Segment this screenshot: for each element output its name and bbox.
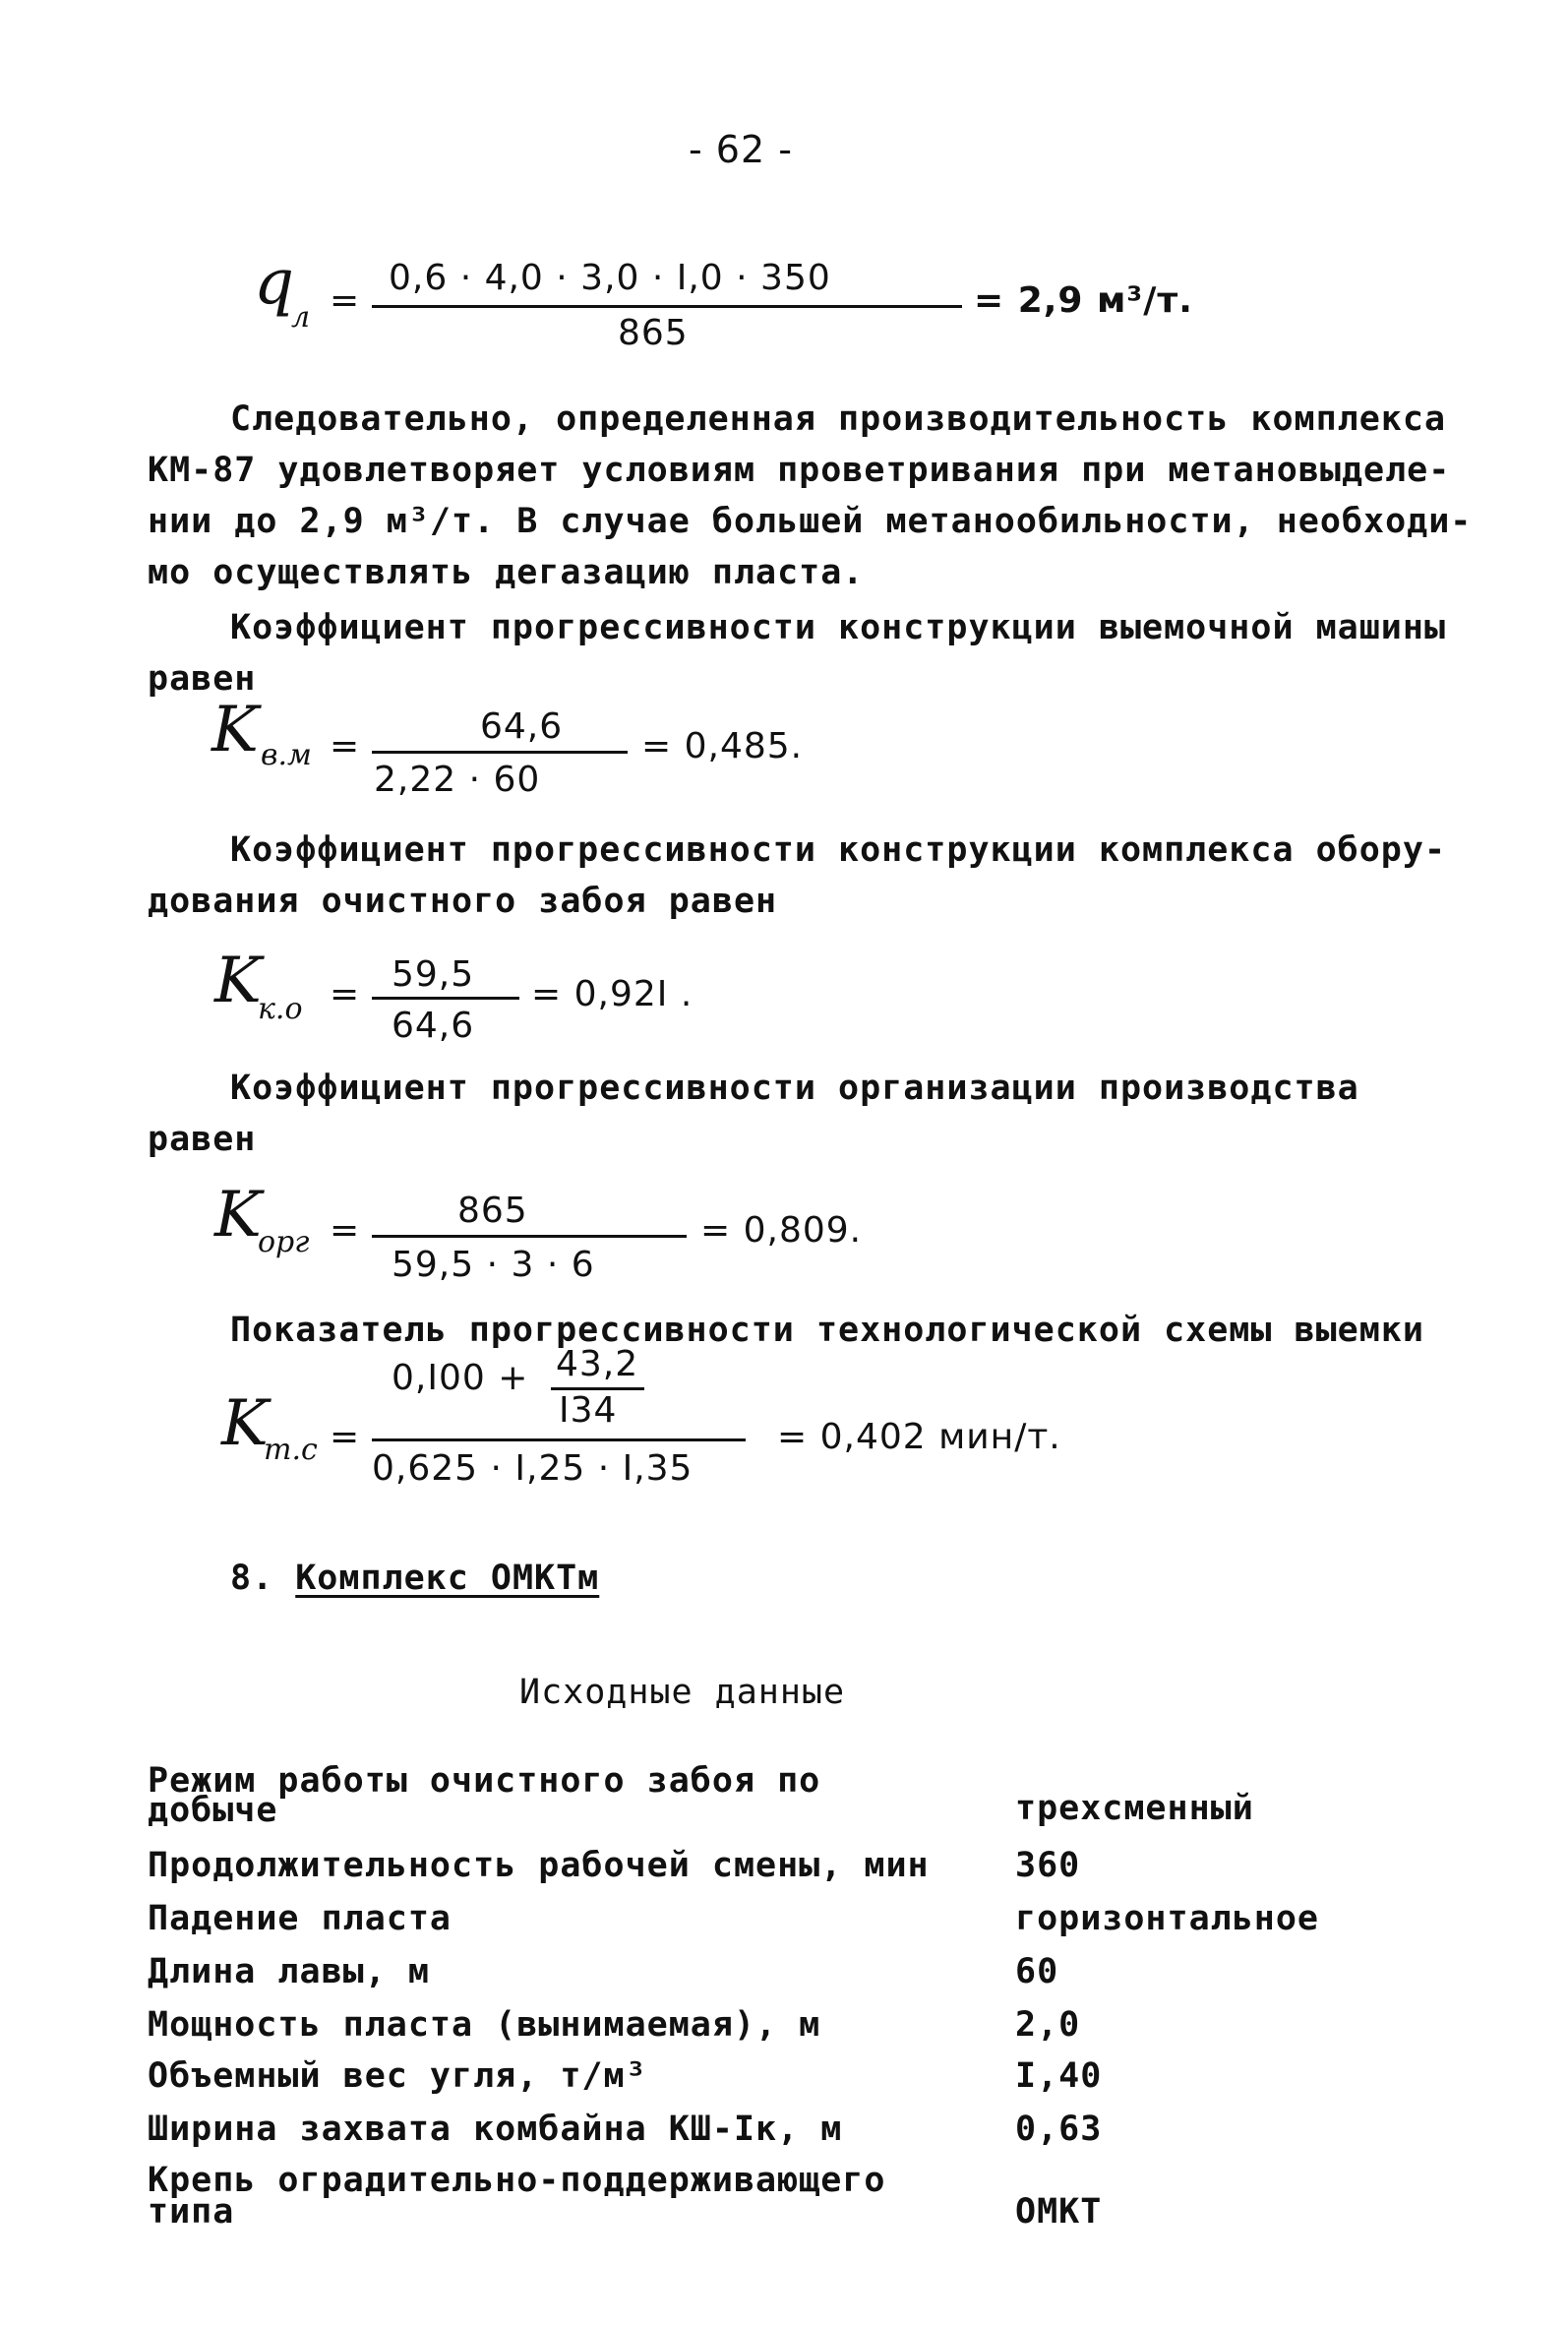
table-row-value: 2,0 (1015, 2005, 1081, 2045)
formula-equals: = (330, 1417, 361, 1457)
section-heading (230, 1559, 599, 1598)
text-line: равен (148, 659, 257, 699)
subheading: Исходные данные (519, 1673, 846, 1712)
paragraph-organization-coefficient (148, 1063, 1359, 1165)
text-line: дования очистного забоя равен (148, 882, 778, 921)
formula-symbol: K (214, 1179, 262, 1252)
paragraph-scheme-indicator (148, 1305, 1424, 1356)
fraction-bar (372, 1438, 746, 1441)
table-row-label: добыче (148, 1791, 278, 1830)
text-line: равен (148, 1120, 257, 1159)
formula-denominator: 64,6 (392, 1006, 475, 1046)
section-title: Комплекс ОМКТм (295, 1559, 600, 1598)
formula-numerator: 64,6 (480, 706, 564, 747)
formula-symbol: K (211, 694, 259, 766)
table-row-value: 0,63 (1015, 2110, 1103, 2149)
formula-equals: = (330, 1210, 361, 1251)
text-line: Следовательно, определенная производительность комплекса (230, 399, 1447, 439)
formula-result: = 0,485. (641, 726, 804, 766)
formula-denominator: 0,625 · I,25 · I,35 (372, 1448, 694, 1489)
text-line: Коэффициент прогрессивности конструкции комплекса обору- (230, 830, 1447, 870)
formula-result: = 0,402 мин/т. (777, 1417, 1061, 1457)
fraction-bar (372, 751, 628, 754)
table-row-value: трехсменный (1015, 1789, 1254, 1828)
formula-inner-denominator: I34 (559, 1390, 618, 1431)
table-row-label: типа (148, 2192, 235, 2232)
formula-numerator: 865 (457, 1191, 528, 1231)
formula-symbol: K (221, 1387, 269, 1460)
page-number: - 62 - (689, 128, 793, 171)
formula-denominator: 2,22 · 60 (374, 760, 541, 800)
text-line: Коэффициент прогрессивности конструкции выемочной машины (230, 608, 1447, 647)
table-row-label: Ширина захвата комбайна КШ-Iк, м (148, 2110, 843, 2149)
table-row-label: Продолжительность рабочей смены, мин (148, 1846, 930, 1885)
table-row-value: ОМКТ (1015, 2192, 1103, 2232)
table-row-label: Падение пласта (148, 1899, 452, 1938)
formula-result: = 2,9 м³/т. (974, 280, 1193, 321)
paragraph-conclusion (148, 394, 1472, 598)
formula-symbol: q (254, 246, 294, 319)
table-row-label: Мощность пласта (вынимаемая), м (148, 2005, 821, 2045)
formula-numerator: 59,5 (392, 954, 475, 995)
paragraph-complex-coefficient (148, 825, 1446, 927)
formula-inner-numerator: 43,2 (556, 1344, 639, 1384)
text-line: КМ-87 удовлетворяет условиям проветривания при метановыделе- (148, 451, 1451, 490)
table-row-value: 60 (1015, 1952, 1059, 1991)
fraction-bar (372, 305, 962, 308)
formula-top-term: 0,I00 + (392, 1358, 529, 1398)
formula-denominator: 59,5 · 3 · 6 (392, 1245, 595, 1285)
fraction-bar (372, 997, 519, 1000)
table-row-label: Крепь оградительно-поддерживающего (148, 2161, 886, 2200)
formula-result: = 0,809. (700, 1210, 863, 1251)
formula-subscript: к.о (258, 992, 303, 1026)
text-line: Коэффициент прогрессивности организации производства (230, 1069, 1359, 1108)
table-row-value: 360 (1015, 1846, 1081, 1885)
table-row-value: горизонтальное (1015, 1899, 1320, 1938)
formula-equals: = (330, 974, 361, 1014)
formula-subscript: в.м (261, 738, 312, 772)
formula-denominator: 865 (618, 313, 689, 353)
paragraph-machine-coefficient (148, 602, 1446, 704)
formula-result: = 0,92I . (531, 974, 694, 1014)
table-row-label: Длина лавы, м (148, 1952, 430, 1991)
text-line: Показатель прогрессивности технологической схемы выемки (230, 1311, 1424, 1350)
text-line: мо осуществлять дегазацию пласта. (148, 553, 865, 592)
fraction-bar (372, 1235, 687, 1238)
table-row-label: Объемный вес угля, т/м³ (148, 2056, 647, 2096)
formula-subscript: т.с (264, 1433, 318, 1467)
formula-subscript: орг (258, 1225, 310, 1259)
table-row-label: Режим работы очистного забоя по (148, 1761, 821, 1801)
formula-symbol: K (214, 945, 262, 1017)
section-number: 8. (230, 1559, 274, 1598)
formula-subscript: л (291, 300, 311, 335)
formula-equals: = (330, 280, 361, 321)
formula-numerator: 0,6 · 4,0 · 3,0 · I,0 · 350 (389, 258, 831, 298)
table-row-value: I,40 (1015, 2056, 1103, 2096)
text-line: нии до 2,9 м³/т. В случае большей метанообильности, необходи- (148, 502, 1473, 541)
formula-equals: = (330, 726, 361, 766)
